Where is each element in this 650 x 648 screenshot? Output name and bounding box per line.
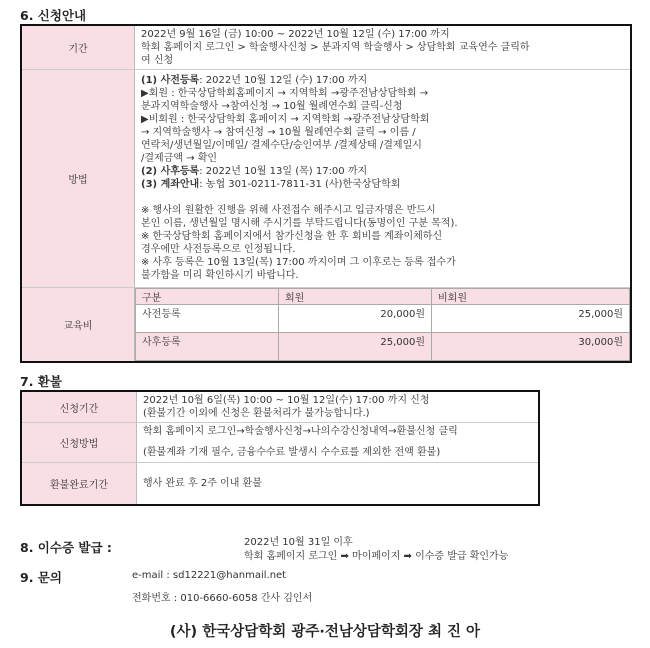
- fee-row-nonmember: 30,000원: [432, 333, 630, 361]
- refund-period-line: (환불기간 이외에 신청은 환불처리가 불가능합니다.): [143, 408, 370, 419]
- nonmember-step: /결제금액 → 확인: [141, 153, 218, 164]
- refund-period-value: [137, 391, 540, 423]
- member-step: 분과지역학술행사 →참여신청 → 10월 월례연수회 클릭-신청: [141, 101, 403, 112]
- refund-method-line: 학회 홈페이지 로그인→학술행사신청→나의수강신청내역→환불신청 클릭: [143, 426, 458, 437]
- pre-registration-deadline: : 2022년 10월 12일 (수) 17:00 까지: [199, 75, 368, 86]
- fee-row-nonmember: 25,000원: [432, 305, 630, 333]
- fee-row-type: 사후등록: [136, 333, 279, 361]
- period-line: 여 신청: [141, 55, 174, 66]
- refund-table: [20, 390, 540, 506]
- section-6-title: 6. 신청안내: [20, 8, 87, 23]
- section-8-title: 8. 이수증 발급 :: [20, 540, 112, 555]
- refund-done-value: 행사 완료 후 2주 이내 환불: [143, 477, 262, 489]
- refund-period-line: 2022년 10월 6일(목) 10:00 ~ 10월 12일(수) 17:00 까지 신청: [143, 395, 430, 406]
- method-label: 방법: [21, 70, 135, 288]
- certificate-date: 2022년 10월 31일 이후: [244, 537, 353, 548]
- fee-header-type: 구분: [136, 289, 279, 305]
- fee-table: [135, 288, 630, 361]
- nonmember-step: 연락처/생년월일/이메일/ 결제수단/승인여부 /결제상태 /결제일시: [141, 140, 422, 151]
- method-value: [135, 70, 632, 288]
- refund-done-label: 환불완료기간: [21, 463, 137, 505]
- member-step: ▶회원 : 한국상담학회홈페이지 → 지역학회 →광주전남상담학회 →: [141, 88, 429, 99]
- nonmember-step: → 지역학술행사 → 참여신청 → 10월 월례연수회 클릭 → 이름 /: [141, 127, 416, 138]
- contact-email: e-mail : sd12221@hanmail.net: [132, 570, 287, 581]
- contact-phone: 전화번호 : 010-6660-6058 간사 김인서: [132, 593, 313, 604]
- period-value: [135, 25, 632, 70]
- notice-line: ※ 사후 등록은 10월 13일(목) 17:00 까지이며 그 이후로는 등록 접수가: [141, 257, 456, 268]
- notice-line: 본인 이름, 생년월일 명시해 주시기를 부탁드립니다(동명이인 구분 목적).: [141, 218, 458, 229]
- fee-row-type: 사전등록: [136, 305, 279, 333]
- refund-period-label: 신청기간: [21, 391, 137, 423]
- notice-line: 경우에만 사전등록으로 인정됩니다.: [141, 244, 296, 255]
- refund-method-label: 신청방법: [21, 423, 137, 463]
- period-line: 2022년 9월 16일 (금) 10:00 ~ 2022년 10월 12일 (수) 17:00 까지: [141, 29, 450, 40]
- fee-row-member: 25,000원: [279, 333, 432, 361]
- certificate-path: 학회 홈페이지 로그인 ➡ 마이페이지 ➡ 이수증 발급 확인가능: [244, 551, 509, 562]
- account-number: : 농협 301-0211-7811-31 (사)한국상담학회: [199, 179, 401, 190]
- account-heading: (3) 계좌안내: [141, 179, 200, 190]
- fee-row-member: 20,000원: [279, 305, 432, 333]
- fee-header-nonmember: 비회원: [432, 289, 630, 305]
- president-signature: (사) 한국상담학회 광주·전남상담학회장 최 진 아: [169, 624, 481, 640]
- application-table: [20, 24, 632, 363]
- nonmember-step: ▶비회원 : 한국상담학회 홈페이지 → 지역학회 →광주전남상담학회: [141, 114, 430, 125]
- period-label: 기간: [21, 25, 135, 70]
- notice-line: ※ 행사의 원활한 진행을 위해 사전접수 해주시고 입금자명은 반드시: [141, 205, 436, 216]
- refund-method-value: [137, 423, 540, 463]
- section-9-title: 9. 문의: [20, 570, 62, 585]
- period-line: 학회 홈페이지 로그인 > 학술행사신청 > 분과지역 학술행사 > 상담학회 교육연수 클릭하: [141, 42, 530, 53]
- post-registration-heading: (2) 사후등록: [141, 166, 200, 177]
- notice-line: ※ 한국상담학회 홈페이지에서 참가신청을 한 후 회비를 계좌이체하신: [141, 231, 443, 242]
- pre-registration-heading: (1) 사전등록: [141, 75, 200, 86]
- fee-label: 교육비: [21, 288, 135, 363]
- refund-method-line: (환불계좌 기재 필수, 금융수수료 발생시 수수료를 제외한 전액 환불): [143, 447, 441, 458]
- notice-line: 불가함을 미리 확인하시기 바랍니다.: [141, 270, 299, 281]
- fee-cell: [135, 288, 632, 363]
- fee-header-member: 회원: [279, 289, 432, 305]
- section-7-title: 7. 환불: [20, 374, 62, 389]
- post-registration-deadline: : 2022년 10월 13일 (목) 17:00 까지: [199, 166, 368, 177]
